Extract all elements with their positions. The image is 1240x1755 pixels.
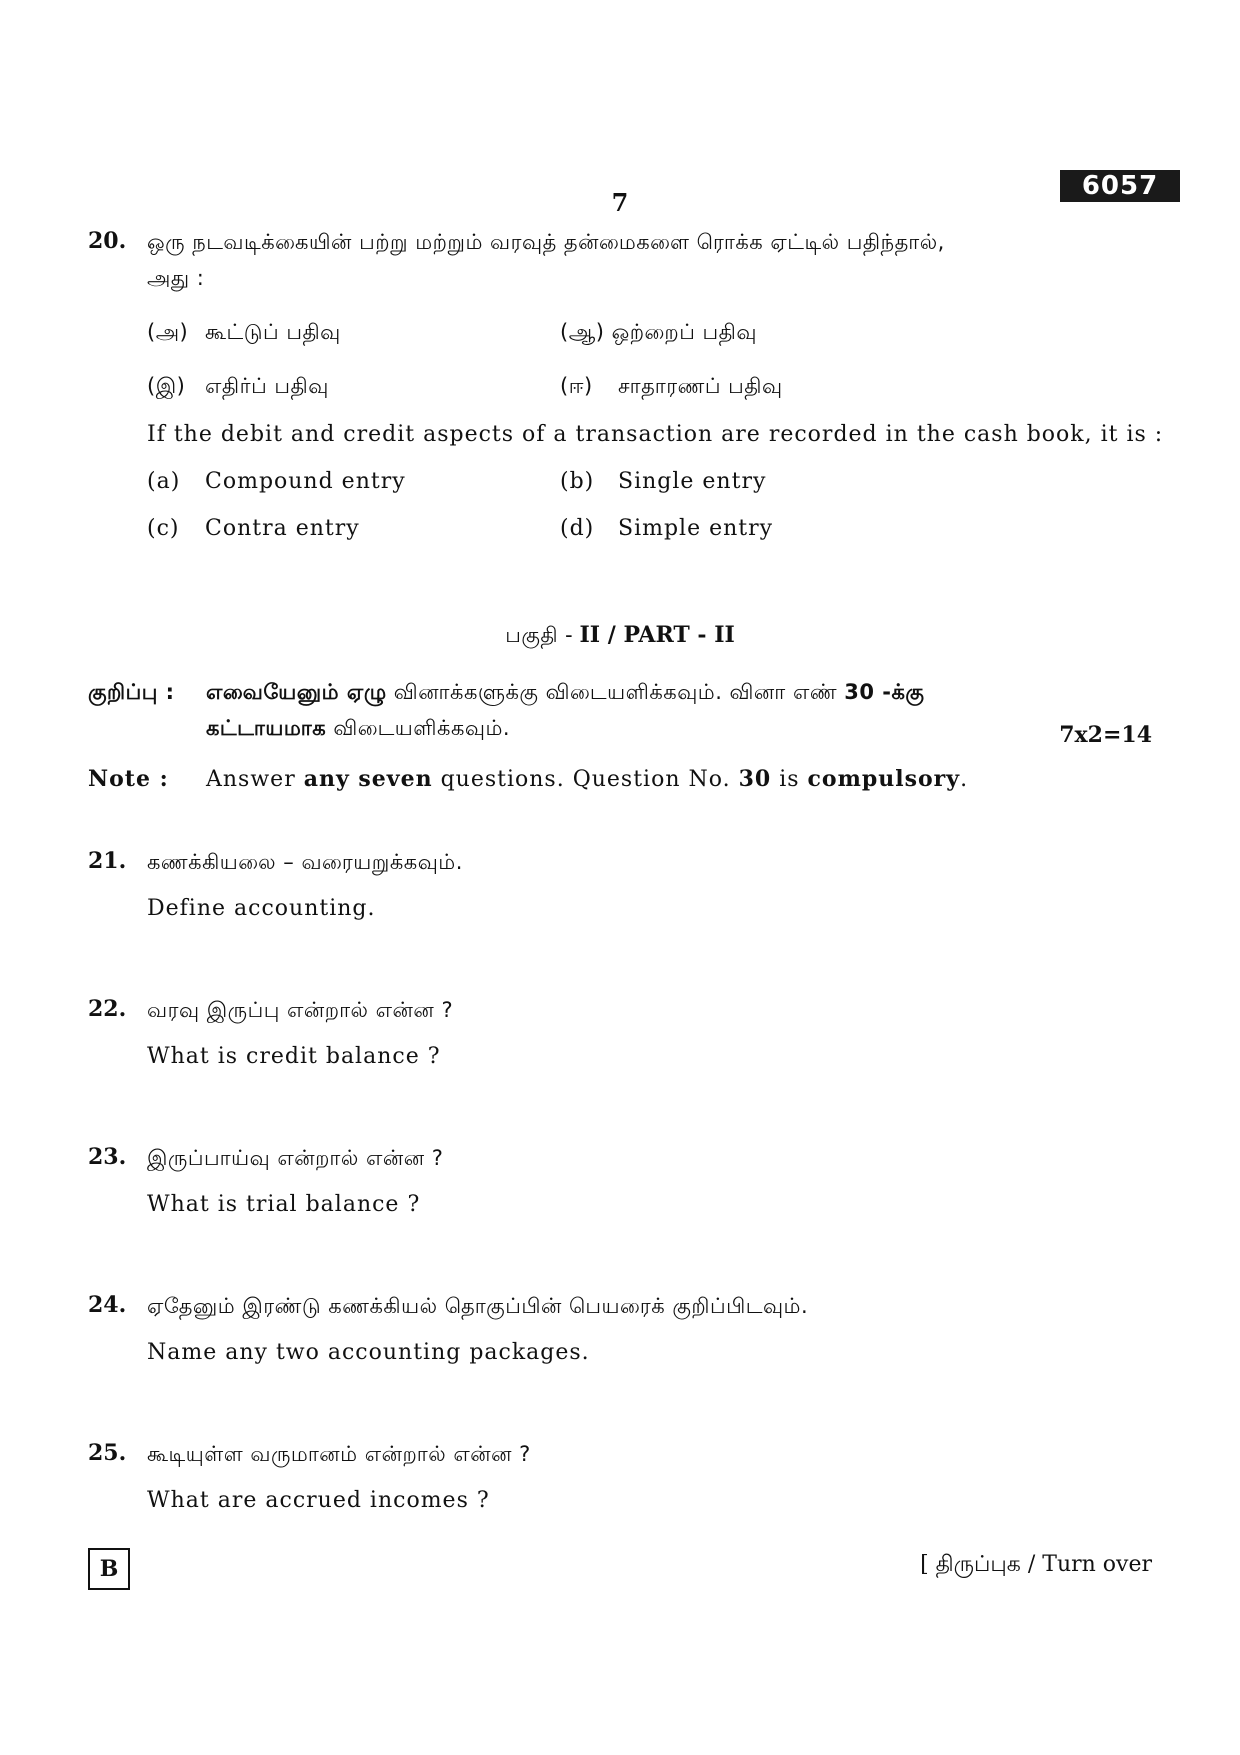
option-label: (அ)	[147, 320, 189, 344]
question-number: 20.	[88, 228, 127, 254]
note-emphasis: கட்டாயமாக	[206, 716, 327, 740]
option-text: எதிர்ப் பதிவு	[205, 374, 329, 398]
note-text: வினாக்களுக்கு விடையளிக்கவும். வினா எண்	[386, 680, 845, 704]
booklet-series-badge: B	[88, 1548, 130, 1590]
option-text: Single entry	[618, 469, 767, 494]
option-label: (b)	[560, 469, 595, 494]
question-number: 25.	[88, 1440, 127, 1466]
note-tamil-line1	[206, 680, 924, 707]
option-text: கூட்டுப் பதிவு	[205, 320, 341, 344]
note-emphasis: 30	[738, 766, 772, 792]
option-label: (ஆ)	[560, 320, 605, 344]
option-text: ஒற்றைப் பதிவு	[611, 320, 757, 344]
option-english	[147, 516, 360, 541]
note-tamil-line2	[206, 716, 510, 743]
question-tamil-text: வரவு இருப்பு என்றால் என்ன ?	[147, 998, 454, 1022]
paper-code: 6057	[1060, 170, 1180, 202]
question-number: 23.	[88, 1144, 127, 1170]
note-english-label: Note :	[88, 766, 169, 792]
option-label: (ஈ)	[560, 374, 593, 398]
question-tamil-text: கூடியுள்ள வருமானம் என்றால் என்ன ?	[147, 1442, 531, 1466]
part-heading-english: PART - II	[623, 622, 735, 648]
question-english-text: Define accounting.	[147, 896, 376, 921]
option-tamil	[560, 374, 783, 401]
question-english-text: What is credit balance ?	[147, 1044, 441, 1069]
option-english	[560, 516, 773, 541]
option-tamil	[147, 374, 329, 401]
option-label: (இ)	[147, 374, 186, 398]
note-text: is	[771, 767, 808, 792]
question-tamil-text: ஒரு நடவடிக்கையின் பற்று மற்றும் வரவுத் தன்மைகளை ரொக்க ஏட்டில் பதிந்தால்,	[147, 230, 945, 254]
note-text: questions. Question No.	[432, 767, 739, 792]
page-number: 7	[611, 188, 629, 217]
question-tamil-text: அது :	[147, 266, 205, 290]
question-tamil-text: ஏதேனும் இரண்டு கணக்கியல் தொகுப்பின் பெயரைக் குறிப்பிடவும்.	[147, 1294, 809, 1318]
option-text: Compound entry	[205, 469, 406, 494]
question-tamil-text: இருப்பாய்வு என்றால் என்ன ?	[147, 1146, 444, 1170]
part-heading-roman: II	[579, 622, 601, 648]
option-english	[147, 469, 406, 494]
question-english-text: What is trial balance ?	[147, 1192, 421, 1217]
note-emphasis: any seven	[303, 766, 433, 792]
part-heading-separator: -	[565, 623, 580, 648]
note-tamil-label: குறிப்பு :	[88, 680, 175, 704]
option-tamil	[147, 320, 341, 347]
question-number: 22.	[88, 996, 127, 1022]
option-text: Contra entry	[205, 516, 360, 541]
turn-over-label: [ திருப்புக / Turn over	[920, 1552, 1152, 1577]
part-heading-tamil: பகுதி	[505, 623, 559, 647]
note-emphasis: 30 -க்கு	[844, 680, 925, 704]
question-number: 24.	[88, 1292, 127, 1318]
option-label: (c)	[147, 516, 180, 541]
option-english	[560, 469, 766, 494]
option-label: (a)	[147, 469, 181, 494]
marks-label: 7x2=14	[1059, 722, 1152, 748]
question-tamil-text: கணக்கியலை – வரையறுக்கவும்.	[147, 850, 463, 874]
option-text: Simple entry	[618, 516, 774, 541]
note-text: விடையளிக்கவும்.	[326, 716, 511, 740]
note-text: .	[960, 767, 969, 792]
question-english-text: What are accrued incomes ?	[147, 1488, 490, 1513]
question-number: 21.	[88, 848, 127, 874]
question-english-text: Name any two accounting packages.	[147, 1340, 590, 1365]
option-text: சாதாரணப் பதிவு	[618, 374, 783, 398]
option-tamil	[560, 320, 757, 347]
part-heading-separator: /	[600, 622, 624, 648]
note-english-text	[206, 766, 968, 792]
question-english-text: If the debit and credit aspects of a transaction are recorded in the cash book, it is :	[147, 422, 1164, 447]
note-text: Answer	[206, 767, 304, 792]
option-label: (d)	[560, 516, 595, 541]
note-emphasis: compulsory	[807, 766, 961, 792]
note-emphasis: எவையேனும் ஏழு	[206, 680, 387, 704]
part-heading	[0, 622, 1240, 650]
